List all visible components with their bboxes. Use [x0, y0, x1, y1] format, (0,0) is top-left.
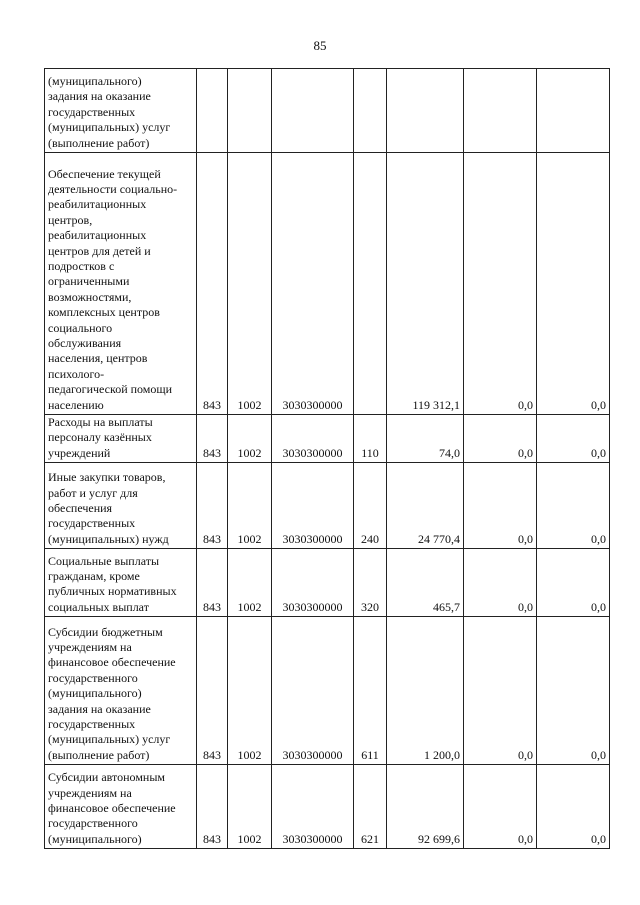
- amount-year-2-cell: 0,0: [464, 153, 537, 415]
- target-article-cell: 3030300000: [272, 617, 354, 765]
- expense-type-cell: [354, 153, 387, 415]
- amount-cell: 74,0: [387, 415, 464, 463]
- budget-table: [44, 68, 610, 849]
- dept-code-cell: 843: [197, 617, 228, 765]
- dept-code-cell: [197, 69, 228, 153]
- section-code-cell: 1002: [228, 153, 272, 415]
- dept-code-cell: 843: [197, 153, 228, 415]
- table-row: [45, 617, 610, 765]
- amount-year-2-cell: 0,0: [464, 765, 537, 849]
- table-body: [45, 69, 610, 849]
- target-article-cell: 3030300000: [272, 549, 354, 617]
- amount-year-3-cell: 0,0: [537, 765, 610, 849]
- target-article-cell: 3030300000: [272, 415, 354, 463]
- item-name-cell: Обеспечение текущей деятельности социально- реабилитационных центров, реабилитационных центров для детей и подростков с ограниченными возможностями, комплексных центров социального обслуживания населения, центров психолого- педагогической помощи населению: [45, 153, 197, 415]
- section-code-cell: 1002: [228, 765, 272, 849]
- section-code-cell: 1002: [228, 463, 272, 549]
- item-name-cell: (муниципального) задания на оказание государственных (муниципальных) услуг (выполнение работ): [45, 69, 197, 153]
- table-row: [45, 415, 610, 463]
- table-row: [45, 153, 610, 415]
- amount-year-3-cell: 0,0: [537, 549, 610, 617]
- target-article-cell: 3030300000: [272, 765, 354, 849]
- amount-cell: 465,7: [387, 549, 464, 617]
- amount-cell: 1 200,0: [387, 617, 464, 765]
- table-row: [45, 765, 610, 849]
- target-article-cell: 3030300000: [272, 463, 354, 549]
- table-row: [45, 549, 610, 617]
- table-row: [45, 69, 610, 153]
- amount-year-3-cell: [537, 69, 610, 153]
- amount-year-3-cell: 0,0: [537, 617, 610, 765]
- amount-cell: 119 312,1: [387, 153, 464, 415]
- section-code-cell: 1002: [228, 415, 272, 463]
- amount-cell: [387, 69, 464, 153]
- amount-cell: 24 770,4: [387, 463, 464, 549]
- expense-type-cell: [354, 69, 387, 153]
- expense-type-cell: 110: [354, 415, 387, 463]
- amount-year-2-cell: 0,0: [464, 617, 537, 765]
- expense-type-cell: 611: [354, 617, 387, 765]
- amount-year-2-cell: 0,0: [464, 463, 537, 549]
- expense-type-cell: 240: [354, 463, 387, 549]
- amount-year-3-cell: 0,0: [537, 463, 610, 549]
- table-row: [45, 463, 610, 549]
- expense-type-cell: 320: [354, 549, 387, 617]
- item-name-cell: Субсидии автономным учреждениям на финансовое обеспечение государственного (муниципального): [45, 765, 197, 849]
- amount-year-3-cell: 0,0: [537, 415, 610, 463]
- amount-cell: 92 699,6: [387, 765, 464, 849]
- item-name-cell: Расходы на выплаты персоналу казённых учреждений: [45, 415, 197, 463]
- item-name-cell: Иные закупки товаров, работ и услуг для обеспечения государственных (муниципальных) нужд: [45, 463, 197, 549]
- dept-code-cell: 843: [197, 765, 228, 849]
- target-article-cell: [272, 69, 354, 153]
- page-number: 85: [313, 38, 327, 53]
- amount-year-3-cell: 0,0: [537, 153, 610, 415]
- section-code-cell: 1002: [228, 549, 272, 617]
- target-article-cell: 3030300000: [272, 153, 354, 415]
- expense-type-cell: 621: [354, 765, 387, 849]
- amount-year-2-cell: 0,0: [464, 415, 537, 463]
- dept-code-cell: 843: [197, 463, 228, 549]
- section-code-cell: 1002: [228, 617, 272, 765]
- item-name-cell: Субсидии бюджетным учреждениям на финансовое обеспечение государственного (муниципального) задания на оказание государственных (муниципальных) услуг (выполнение работ): [45, 617, 197, 765]
- amount-year-2-cell: [464, 69, 537, 153]
- section-code-cell: [228, 69, 272, 153]
- amount-year-2-cell: 0,0: [464, 549, 537, 617]
- item-name-cell: Социальные выплаты гражданам, кроме публичных нормативных социальных выплат: [45, 549, 197, 617]
- dept-code-cell: 843: [197, 549, 228, 617]
- dept-code-cell: 843: [197, 415, 228, 463]
